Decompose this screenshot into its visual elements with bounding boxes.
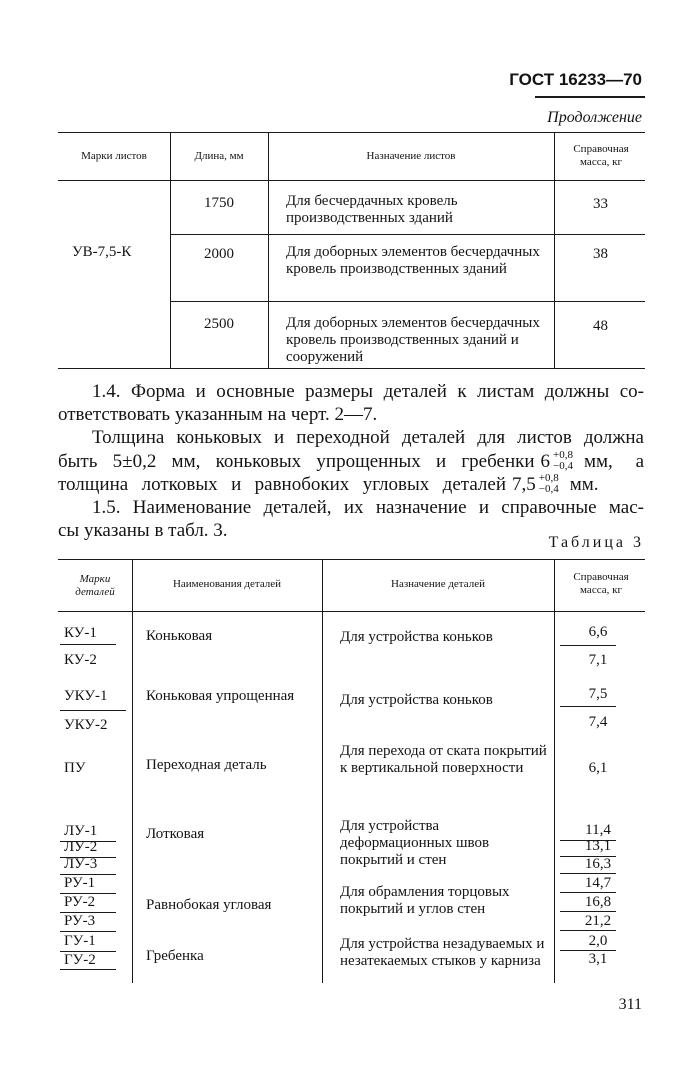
detail-purpose: Для устройства незадуваемых и незатекаемых стыков у карниза bbox=[340, 936, 545, 969]
detail-mark: РУ-3 bbox=[64, 913, 96, 929]
detail-mass: 11,4 bbox=[585, 822, 611, 838]
detail-mark: ГУ-2 bbox=[64, 952, 96, 968]
detail-name: Коньковая bbox=[146, 628, 213, 644]
detail-mark: ПУ bbox=[64, 760, 86, 776]
detail-mark: КУ-2 bbox=[64, 652, 97, 668]
tolerance-minus: −0,4 bbox=[553, 460, 573, 472]
col-header-length: Длина, мм bbox=[194, 150, 244, 162]
page-number: 311 bbox=[618, 996, 642, 1013]
detail-purpose: Для устройства деформационных швов покрытий и стен bbox=[340, 818, 490, 868]
tolerance-value: 7,5 bbox=[512, 473, 536, 495]
paragraph-line bbox=[58, 470, 599, 498]
detail-mass: 14,7 bbox=[584, 875, 612, 891]
detail-mass: 16,8 bbox=[584, 894, 612, 910]
gost-header: ГОСТ 16233—70 bbox=[509, 70, 642, 89]
detail-name: Гребенка bbox=[146, 948, 204, 964]
detail-mark: УКУ-1 bbox=[64, 688, 108, 704]
continuation-label: Продолжение bbox=[547, 109, 642, 126]
detail-name: Лотковая bbox=[146, 826, 205, 842]
detail-mark: ЛУ-2 bbox=[64, 839, 98, 855]
detail-mass: 21,2 bbox=[584, 913, 612, 929]
paragraph-fragment: мм. bbox=[569, 473, 599, 495]
tolerance-plus: +0,8 bbox=[538, 472, 559, 484]
detail-mass: 6,6 bbox=[588, 624, 608, 640]
detail-mass: 7,5 bbox=[588, 686, 608, 702]
mass-value: 38 bbox=[593, 246, 608, 262]
col-header-mark: Марки листов bbox=[81, 150, 147, 162]
detail-purpose: Для устройства коньков bbox=[340, 629, 493, 645]
detail-mass: 7,4 bbox=[588, 714, 608, 730]
tolerance-minus: −0,4 bbox=[538, 483, 559, 495]
paragraph-line: Толщина коньковых и переходной деталей для листов должна bbox=[92, 427, 644, 448]
tolerance-value: 6 bbox=[540, 450, 551, 472]
header-rule bbox=[535, 96, 645, 98]
detail-mass: 13,1 bbox=[584, 838, 612, 854]
paragraph-line: 1.5. Наименование деталей, их назначение и справочные мас- bbox=[92, 497, 644, 518]
table-caption: Таблица 3 bbox=[548, 534, 644, 551]
detail-mass: 3,1 bbox=[588, 951, 608, 967]
detail-name: Равнобокая угловая bbox=[146, 897, 272, 913]
detail-mark: ЛУ-1 bbox=[64, 823, 98, 839]
col-header-purpose: Назначение листов bbox=[366, 150, 456, 162]
length-value: 1750 bbox=[204, 195, 234, 211]
detail-mark: РУ-2 bbox=[64, 894, 96, 910]
mass-value: 33 bbox=[593, 196, 608, 212]
detail-mark: УКУ-2 bbox=[64, 717, 108, 733]
col-header-mark: Марки деталей bbox=[75, 573, 115, 598]
detail-mark: ГУ-1 bbox=[64, 933, 96, 949]
detail-name: Коньковая упрощенная bbox=[146, 688, 295, 704]
paragraph-line: сы указаны в табл. 3. bbox=[58, 520, 228, 541]
purpose-text: Для доборных элементов бесчердачных кровель производственных зданий и сооружений bbox=[286, 315, 540, 365]
paragraph-line: 1.4. Форма и основные размеры деталей к листам должны со- bbox=[92, 381, 644, 402]
detail-mass: 6,1 bbox=[588, 760, 608, 776]
tolerance-plus: +0,8 bbox=[553, 449, 573, 461]
purpose-text: Для доборных элементов бесчердачных кровель производственных зданий bbox=[286, 244, 540, 277]
detail-purpose: Для устройства коньков bbox=[340, 692, 493, 708]
detail-purpose: Для перехода от ската покрытий к вертикальной поверхности bbox=[340, 743, 547, 776]
length-value: 2000 bbox=[204, 246, 234, 262]
detail-mass: 7,1 bbox=[588, 652, 608, 668]
purpose-text: Для бесчердачных кровель производственных зданий bbox=[286, 193, 458, 226]
tolerance-fraction bbox=[539, 473, 559, 495]
col-header-name: Наименования деталей bbox=[172, 578, 282, 590]
col-header-purpose: Назначение деталей bbox=[391, 578, 485, 590]
paragraph-line: ответствовать указанным на черт. 2—7. bbox=[58, 404, 378, 425]
col-header-mass: Справочная масса, кг bbox=[573, 143, 629, 168]
paragraph-fragment: мм, а bbox=[584, 450, 644, 472]
paragraph-fragment: толщина лотковых и равнобоких угловых деталей bbox=[58, 473, 506, 495]
sheet-mark: УВ-7,5-К bbox=[72, 244, 132, 260]
col-header-mass: Справочная масса, кг bbox=[573, 571, 629, 596]
length-value: 2500 bbox=[204, 316, 234, 332]
detail-mark: ЛУ-3 bbox=[64, 856, 98, 872]
detail-mark: РУ-1 bbox=[64, 875, 96, 891]
detail-mass: 16,3 bbox=[584, 856, 612, 872]
tolerance-fraction bbox=[553, 450, 573, 472]
paragraph-fragment: быть 5±0,2 мм, коньковых упрощенных и гребенки bbox=[58, 450, 535, 472]
mass-value: 48 bbox=[593, 318, 608, 334]
detail-purpose: Для обрамления торцовых покрытий и углов стен bbox=[340, 884, 510, 917]
detail-name: Переходная деталь bbox=[146, 757, 267, 773]
detail-mark: КУ-1 bbox=[64, 625, 97, 641]
detail-mass: 2,0 bbox=[588, 933, 608, 949]
